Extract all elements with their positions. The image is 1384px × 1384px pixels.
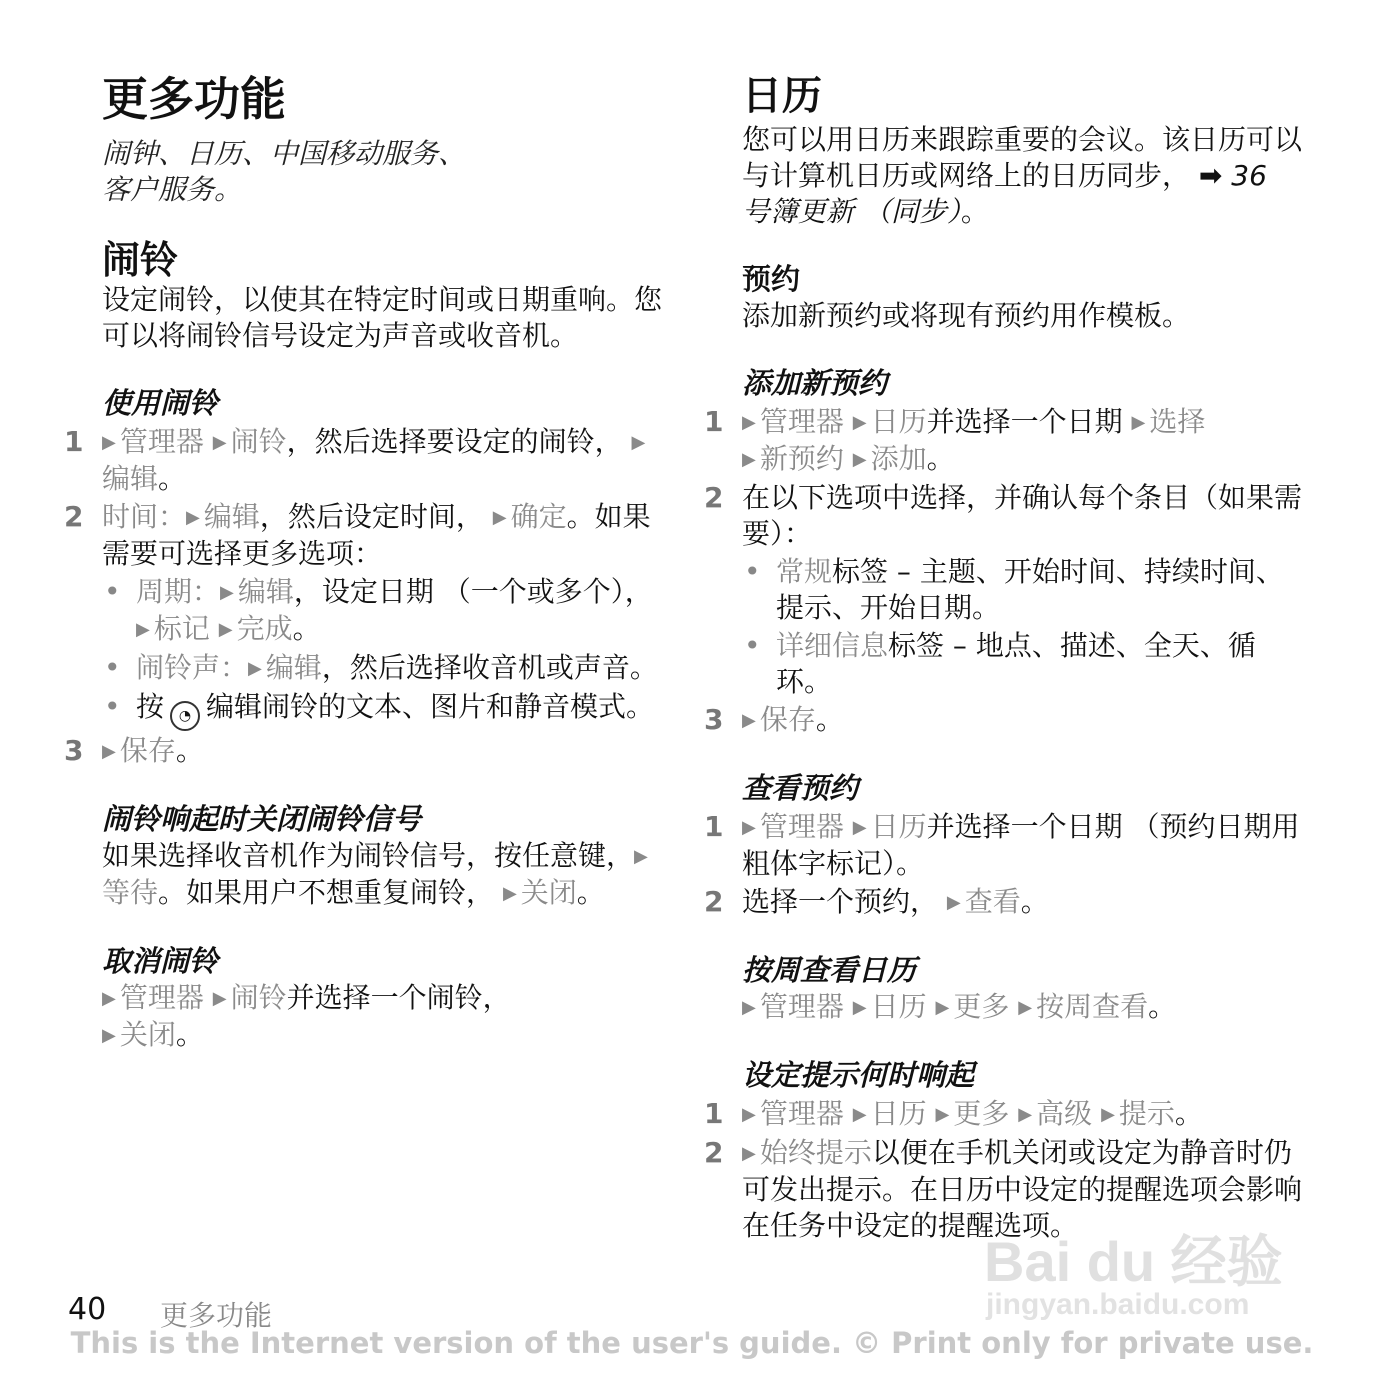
step-number: 2	[64, 500, 84, 533]
step-number: 2	[704, 481, 724, 514]
arrow-right-icon: ▶	[1018, 997, 1033, 1018]
bullet-text: 编辑闹铃的文本、图片和静音模式。	[206, 690, 655, 723]
step-text: 。	[815, 703, 844, 736]
menu-ok: 确定	[510, 500, 567, 533]
step-number: 1	[704, 810, 724, 843]
menu-close: 关闭	[520, 876, 577, 909]
step-number: 1	[704, 1097, 724, 1130]
arrow-right-icon: ▶	[492, 507, 507, 528]
bullet-text: 标签 – 主题、开始时间、持续时间、提示、开始日期。	[776, 555, 1284, 624]
watermark-brand: Bai du 经验	[984, 1230, 1283, 1293]
page-title: 更多功能	[102, 72, 286, 126]
menu-done: 完成	[236, 612, 293, 645]
bullet-text: ，然后选择收音机或声音。	[321, 651, 658, 684]
menu-select: 选择	[1149, 405, 1206, 438]
menu-edit: 编辑	[237, 575, 294, 608]
menu-edit: 编辑	[203, 500, 260, 533]
watermark-url: jingyan.baidu.com	[986, 1288, 1250, 1321]
cross-reference: 36 号簿更新 （同步）	[742, 159, 1267, 228]
arrow-right-icon: ▶	[102, 432, 116, 453]
arrow-right-icon: ▶	[742, 1104, 756, 1125]
arrow-right-icon: ▶	[742, 1143, 756, 1164]
menu-period: 周期：	[136, 575, 221, 608]
use-bullet-key	[102, 689, 662, 731]
step-number: 2	[704, 1136, 724, 1169]
menu-manager: 管理器	[119, 425, 204, 458]
menu-manager: 管理器	[759, 405, 844, 438]
arrow-right-icon: ▶	[852, 449, 867, 470]
reminder-heading: 设定提示何时响起	[742, 1058, 975, 1092]
footer-section-title: 更多功能	[160, 1299, 273, 1332]
paragraph-text: 。	[576, 876, 605, 909]
step-text: 选择一个预约，	[742, 885, 939, 918]
arrow-right-icon: ▶	[742, 412, 756, 433]
paragraph-text: 。如果用户不想重复闹铃，	[158, 876, 495, 909]
bullet-text: 。	[292, 612, 321, 645]
menu-new-appointment: 新预约	[759, 442, 844, 475]
add-step-1	[704, 404, 1302, 478]
arrow-right-icon: ▶	[742, 817, 756, 838]
menu-alarm: 闹铃	[230, 425, 287, 458]
menu-more: 更多	[953, 1097, 1010, 1130]
intro-line-1: 闹钟、日历、中国移动服务、	[102, 137, 467, 170]
step-text: 以便在手机关闭或设定为静音时仍可发出提示。在日历中设定的提醒选项会影响在任务中设定的提醒选项。	[742, 1136, 1303, 1242]
arrow-right-icon: ▶	[102, 988, 116, 1009]
reminder-step-1	[704, 1096, 1302, 1133]
menu-edit: 编辑	[102, 462, 159, 495]
step-text: 。	[175, 734, 204, 767]
arrow-right-icon: ▶	[631, 432, 646, 453]
arrow-right-icon: ▶	[935, 997, 950, 1018]
menu-save: 保存	[759, 703, 816, 736]
arrow-right-icon: ▶	[186, 507, 200, 528]
menu-edit: 编辑	[265, 651, 322, 684]
reference-arrow-icon: ➡	[1198, 159, 1223, 192]
use-step-1	[64, 424, 662, 497]
arrow-right-icon: ▶	[502, 883, 517, 904]
arrow-right-icon: ▶	[102, 741, 116, 762]
cancel-alarm-text	[102, 980, 662, 1054]
turn-off-alarm-heading: 闹铃响起时关闭闹铃信号	[102, 802, 422, 836]
menu-manager: 管理器	[119, 981, 204, 1014]
paragraph-text: 并选择一个闹铃，	[286, 981, 511, 1014]
view-step-1	[704, 809, 1302, 882]
left-column	[64, 70, 663, 1054]
step-text: ，然后设定时间，	[259, 500, 484, 533]
step-number: 3	[704, 703, 724, 736]
paragraph-text: 。	[1148, 990, 1177, 1023]
step-number: 2	[704, 885, 724, 918]
week-view-heading: 按周查看日历	[742, 953, 917, 987]
arrow-right-icon: ▶	[1018, 1104, 1033, 1125]
alarm-heading: 闹铃	[102, 238, 179, 282]
arrow-right-icon: ▶	[852, 997, 867, 1018]
arrow-right-icon: ▶	[1131, 412, 1146, 433]
menu-add: 添加	[870, 442, 927, 475]
step-text: 。	[926, 442, 955, 475]
baidu-watermark	[984, 1218, 1304, 1328]
step-text: 并选择一个日期	[926, 405, 1123, 438]
bullet-text: 按	[136, 690, 165, 723]
menu-calendar: 日历	[870, 405, 927, 438]
cancel-alarm-heading: 取消闹铃	[102, 944, 219, 978]
add-bullet-details	[742, 628, 1302, 700]
step-text: 。如果需要可选择更多选项：	[102, 500, 651, 570]
menu-alarm: 闹铃	[230, 981, 287, 1014]
arrow-right-icon: ▶	[852, 412, 867, 433]
appointments-heading: 预约	[742, 262, 801, 296]
step-number: 1	[64, 425, 84, 458]
bullet-icon: •	[744, 629, 761, 662]
paragraph-text: 。	[960, 195, 989, 228]
use-bullet-sound	[102, 650, 662, 687]
step-number: 3	[64, 734, 84, 767]
step-text: 。	[158, 462, 187, 495]
arrow-right-icon: ▶	[742, 710, 756, 731]
intro-line-2: 客户服务。	[102, 173, 243, 206]
arrow-right-icon: ▶	[742, 449, 756, 470]
view-appointment-heading: 查看预约	[742, 771, 859, 805]
navigation-key-icon: ◔	[170, 701, 200, 731]
menu-manager: 管理器	[759, 990, 844, 1023]
appointments-description: 添加新预约或将现有预约用作模板。	[742, 299, 1191, 332]
add-bullet-general	[742, 554, 1302, 626]
step-text: ，然后选择要设定的闹铃，	[286, 425, 623, 458]
arrow-right-icon: ▶	[218, 619, 233, 640]
footer-note: This is the Internet version of the user's guide. © Print only for private use.	[70, 1326, 1314, 1360]
add-step-2	[704, 480, 1303, 552]
paragraph-text: 。	[175, 1018, 204, 1051]
right-column	[704, 70, 1303, 1244]
step-text: 在以下选项中选择，并确认每个条目（如果需要）：	[742, 481, 1303, 550]
step-text: 。	[1020, 885, 1049, 918]
arrow-right-icon: ▶	[634, 846, 648, 867]
calendar-heading: 日历	[742, 73, 822, 119]
intro-text	[102, 136, 662, 208]
use-step-3	[64, 733, 662, 770]
bullet-icon: •	[104, 575, 121, 608]
add-appointment-heading: 添加新预约	[742, 366, 888, 400]
arrow-right-icon: ▶	[136, 619, 150, 640]
use-bullet-period	[102, 574, 662, 648]
arrow-right-icon: ▶	[935, 1104, 950, 1125]
add-step-3	[704, 702, 1302, 739]
arrow-right-icon: ▶	[212, 988, 227, 1009]
tab-general: 常规	[776, 555, 833, 588]
arrow-right-icon: ▶	[946, 892, 961, 913]
use-alarm-heading: 使用闹铃	[102, 386, 219, 420]
arrow-right-icon: ▶	[248, 658, 262, 679]
menu-always-remind: 始终提示	[759, 1136, 872, 1169]
step-number: 1	[704, 405, 724, 438]
menu-close: 关闭	[119, 1018, 176, 1051]
use-step-2	[64, 499, 662, 572]
paragraph-text: 您可以用日历来跟踪重要的会议。该日历可以与计算机日历或网络上的日历同步，	[742, 123, 1303, 192]
week-view-path	[742, 989, 1302, 1026]
view-step-2	[704, 884, 1302, 921]
menu-more: 更多	[953, 990, 1010, 1023]
menu-manager: 管理器	[759, 1097, 844, 1130]
calendar-description	[742, 122, 1302, 230]
arrow-right-icon: ▶	[220, 582, 234, 603]
arrow-right-icon: ▶	[852, 1104, 867, 1125]
menu-save: 保存	[119, 734, 176, 767]
page-number: 40	[68, 1292, 107, 1327]
menu-calendar: 日历	[870, 990, 927, 1023]
arrow-right-icon: ▶	[212, 432, 227, 453]
bullet-icon: •	[104, 690, 121, 723]
step-text: 。	[1174, 1097, 1203, 1130]
arrow-right-icon: ▶	[1101, 1104, 1115, 1125]
bullet-icon: •	[104, 651, 121, 684]
turn-off-alarm-text	[102, 838, 662, 912]
menu-advanced: 高级	[1036, 1097, 1093, 1130]
menu-mark: 标记	[153, 612, 210, 645]
bullet-text: 标签 – 地点、描述、全天、循环。	[776, 629, 1256, 698]
step-text: 并选择一个日期 （预约日期用粗体字标记）。	[742, 810, 1300, 880]
menu-manager: 管理器	[759, 810, 844, 843]
menu-alarm-sound: 闹铃声：	[136, 651, 249, 684]
tab-details: 详细信息	[776, 629, 889, 662]
paragraph-text: 如果选择收音机作为闹铃信号，按任意键，	[102, 839, 635, 872]
menu-time: 时间：	[102, 500, 187, 533]
menu-view: 查看	[964, 885, 1021, 918]
menu-calendar: 日历	[870, 810, 927, 843]
alarm-description: 设定闹铃，以使其在特定时间或日期重响。您可以将闹铃信号设定为声音或收音机。	[102, 283, 663, 352]
arrow-right-icon: ▶	[742, 997, 756, 1018]
bullet-text: ，设定日期 （一个或多个），	[293, 575, 653, 608]
arrow-right-icon: ▶	[102, 1025, 116, 1046]
menu-snooze: 等待	[102, 876, 159, 909]
arrow-right-icon: ▶	[852, 817, 867, 838]
menu-reminders: 提示	[1118, 1097, 1175, 1130]
bullet-icon: •	[744, 555, 761, 588]
menu-calendar: 日历	[870, 1097, 927, 1130]
menu-week-view: 按周查看	[1036, 990, 1149, 1023]
